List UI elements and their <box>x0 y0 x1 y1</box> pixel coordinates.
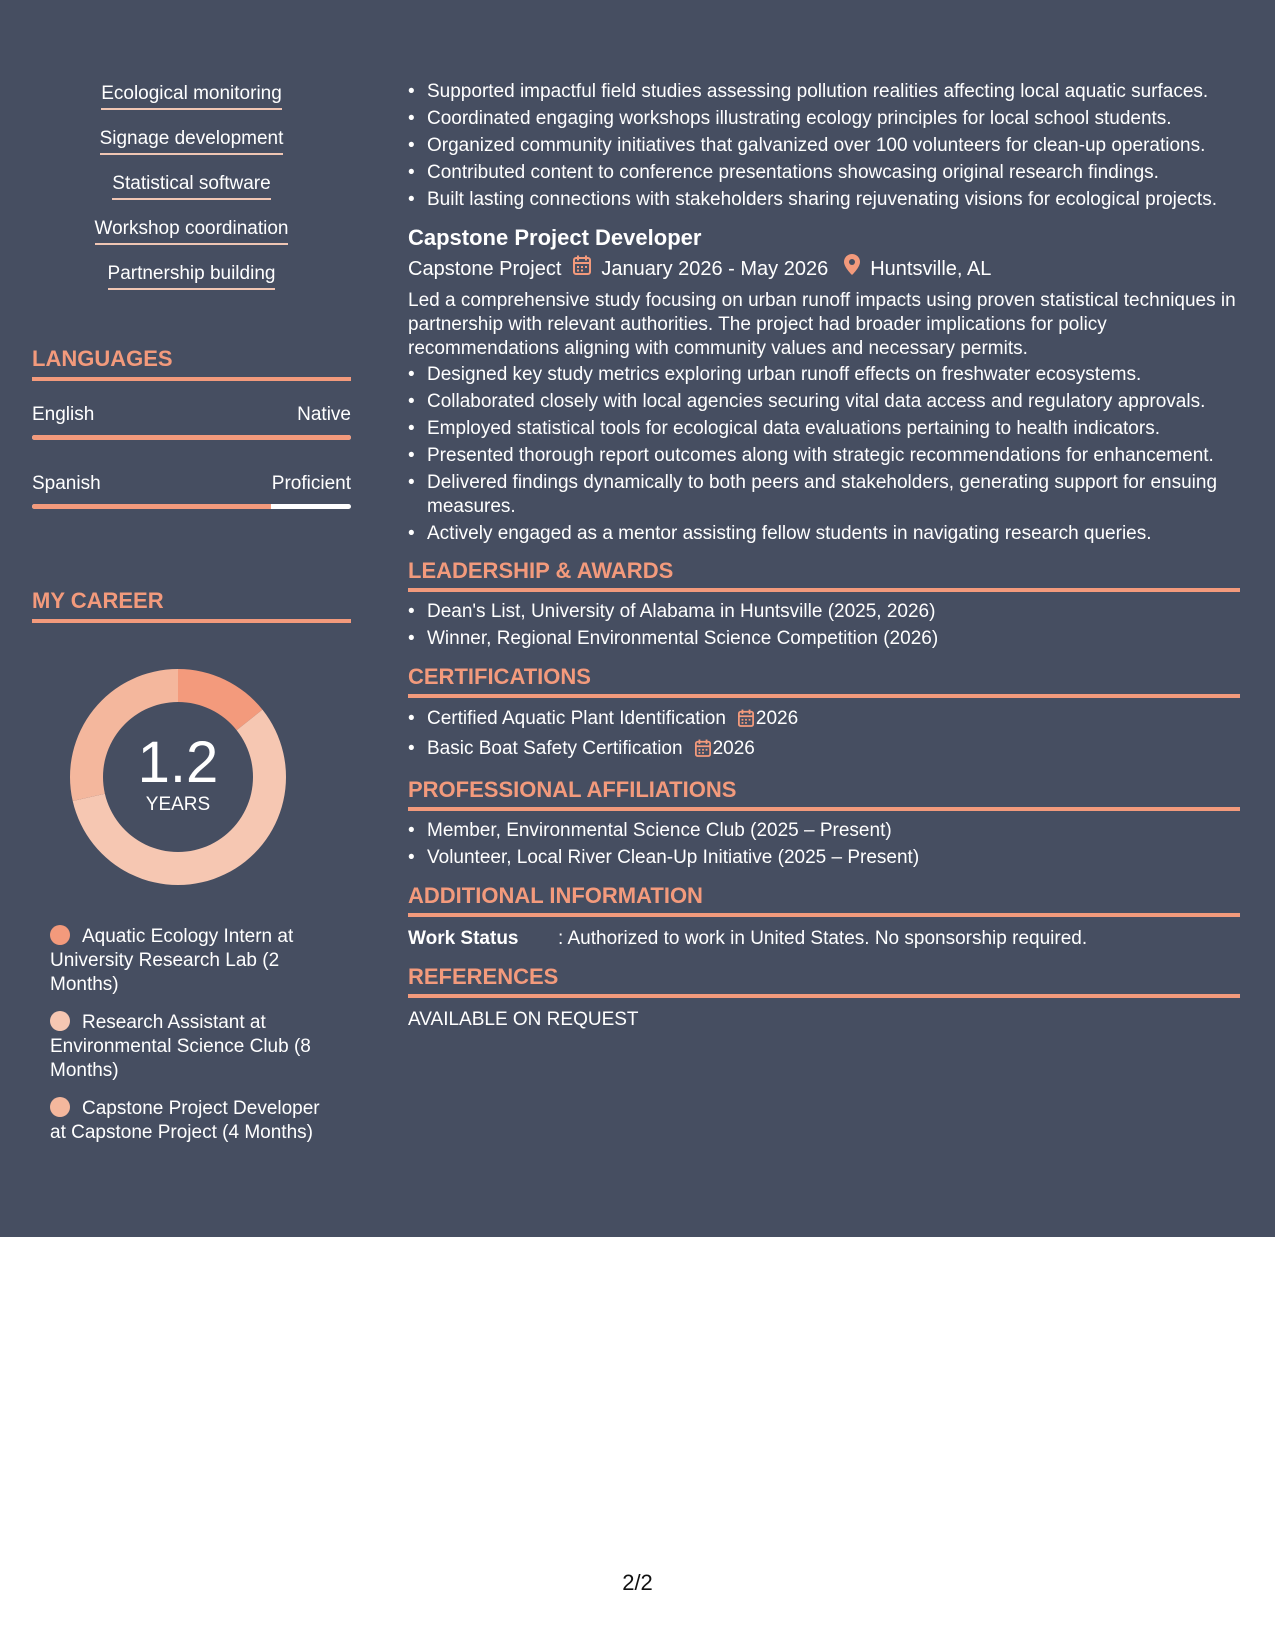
job-title: Capstone Project Developer <box>408 225 702 250</box>
bullet-item: • Collaborated closely with local agencies securing vital data access and regulatory approvals. <box>408 390 1240 414</box>
additional-info-section <box>408 882 1240 951</box>
job-description: Led a comprehensive study focusing on urban runoff impacts using proven statistical techniques in partnership with relevant authorities. The project had broader implications for policy recommendations aligning with community values and necessary permits. <box>408 290 1236 359</box>
skill-item <box>32 262 351 307</box>
language-proficiency-fill <box>32 504 271 509</box>
references-text: AVAILABLE ON REQUEST <box>408 1009 639 1030</box>
skill-label: Signage development <box>100 127 284 155</box>
affiliations-heading: PROFESSIONAL AFFILIATIONS <box>408 776 1240 811</box>
career-legend-label: Research Assistant at Environmental Science Club (8 Months) <box>50 1012 311 1081</box>
bullet-item: • Coordinated engaging workshops illustrating ecology principles for local school students. <box>408 107 1240 131</box>
affiliations-section <box>408 776 1240 870</box>
certifications-section <box>408 663 1240 764</box>
certifications-heading: CERTIFICATIONS <box>408 663 1240 698</box>
bullet-item: • Designed key study metrics exploring urban runoff effects on freshwater ecosystems. <box>408 363 1240 387</box>
skill-item <box>32 82 351 127</box>
skills-list <box>32 82 351 307</box>
career-total <box>66 665 290 889</box>
job-meta <box>408 254 1240 283</box>
language-name: English <box>32 404 95 425</box>
career-legend-label: Aquatic Ecology Intern at University Research Lab (2 Months) <box>50 926 294 995</box>
language-proficiency-fill <box>32 435 351 440</box>
work-status-value: : Authorized to work in United States. No sponsorship required. <box>558 928 1088 949</box>
language-name: Spanish <box>32 473 101 494</box>
skill-item <box>32 217 351 262</box>
career-heading: MY CAREER <box>32 587 351 623</box>
work-status-key: Work Status <box>408 928 519 949</box>
career-legend-label: Capstone Project Developer at Capstone Project (4 Months) <box>50 1098 320 1143</box>
career-legend-item <box>50 1011 340 1083</box>
language-row-spanish <box>32 472 351 509</box>
sidebar <box>32 0 351 1237</box>
job-bullets <box>408 363 1240 546</box>
bullet-item: • Contributed content to conference presentations showcasing original research findings. <box>408 161 1240 185</box>
job-entry <box>408 224 1240 546</box>
legend-dot <box>50 925 70 945</box>
certification-year: 2026 <box>712 738 755 759</box>
bullet-item: • Winner, Regional Environmental Science Competition (2026) <box>408 627 1240 651</box>
bullet-item: • Employed statistical tools for ecological data evaluations pertaining to health indicators. <box>408 417 1240 441</box>
leadership-heading: LEADERSHIP & AWARDS <box>408 557 1240 592</box>
calendar-icon <box>573 255 591 283</box>
skill-item <box>32 127 351 172</box>
job-dates: January 2026 - May 2026 <box>601 257 829 280</box>
bullet-item: • Dean's List, University of Alabama in Huntsville (2025, 2026) <box>408 600 1240 624</box>
certification-year: 2026 <box>755 708 799 729</box>
skill-label: Workshop coordination <box>95 217 289 245</box>
career-total-value: 1.2 <box>137 730 219 795</box>
calendar-icon <box>738 709 754 734</box>
bullet-item: • Volunteer, Local River Clean-Up Initiative (2025 – Present) <box>408 846 1240 870</box>
career-legend <box>50 925 340 1159</box>
skill-label: Partnership building <box>108 262 276 290</box>
certification-item <box>408 737 1240 764</box>
main-content <box>408 0 1240 1032</box>
language-row-english <box>32 403 351 440</box>
bullet-item: • Actively engaged as a mentor assisting fellow students in navigating research queries. <box>408 522 1240 546</box>
career-legend-item <box>50 925 340 997</box>
legend-dot <box>50 1011 70 1031</box>
certifications-list <box>408 707 1240 764</box>
language-level: Proficient <box>271 473 351 494</box>
job-company: Capstone Project <box>408 257 562 280</box>
legend-dot <box>50 1097 70 1117</box>
additional-info-heading: ADDITIONAL INFORMATION <box>408 882 1240 917</box>
leadership-section <box>408 557 1240 651</box>
bullet-item: • Delivered findings dynamically to both peers and stakeholders, generating support for ensuing measures. <box>408 471 1240 519</box>
bullet-item: • Presented thorough report outcomes along with strategic recommendations for enhancement. <box>408 444 1240 468</box>
references-section <box>408 963 1240 1032</box>
work-status-row <box>408 927 1240 951</box>
references-heading: REFERENCES <box>408 963 1240 998</box>
affiliations-list <box>408 819 1240 870</box>
language-level: Native <box>297 404 351 425</box>
bullet-item: • Organized community initiatives that galvanized over 100 volunteers for clean-up operations. <box>408 134 1240 158</box>
certification-name: Certified Aquatic Plant Identification <box>427 708 726 729</box>
bullet-item: • Supported impactful field studies assessing pollution realities affecting local aquatic surfaces. <box>408 80 1240 104</box>
certification-name: Basic Boat Safety Certification <box>427 738 683 759</box>
job-location: Huntsville, AL <box>870 257 992 280</box>
career-legend-item <box>50 1097 340 1145</box>
skill-label: Ecological monitoring <box>101 82 282 110</box>
previous-job-bullets <box>408 80 1240 212</box>
calendar-icon <box>695 739 711 764</box>
location-pin-icon <box>844 254 860 283</box>
skill-label: Statistical software <box>112 172 270 200</box>
bullet-item: • Built lasting connections with stakeholders sharing rejuvenating visions for ecological projects. <box>408 188 1240 212</box>
skill-item <box>32 172 351 217</box>
language-proficiency-bar <box>32 504 351 509</box>
certification-item <box>408 707 1240 734</box>
career-total-unit: YEARS <box>145 794 211 815</box>
leadership-list <box>408 600 1240 651</box>
page-number: 2/2 <box>622 1570 653 1595</box>
language-proficiency-bar <box>32 435 351 440</box>
languages-heading: LANGUAGES <box>32 345 351 381</box>
bullet-item: • Member, Environmental Science Club (2025 – Present) <box>408 819 1240 843</box>
